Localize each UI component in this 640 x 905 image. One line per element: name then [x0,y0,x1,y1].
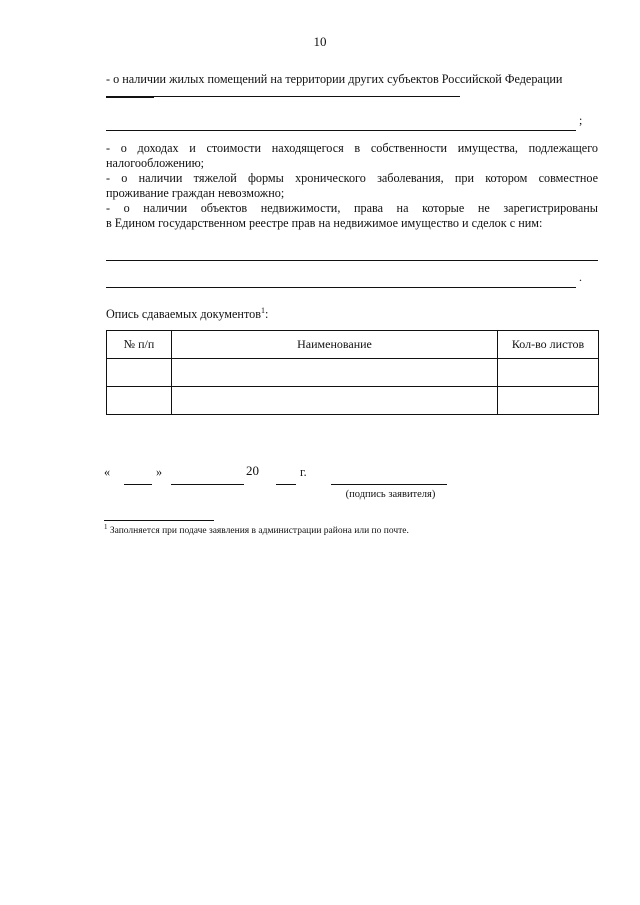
inventory-title: Опись сдаваемых документов$^1$: [106,305,269,321]
year-suffix: г. [300,465,307,479]
table-cell[interactable] [107,359,172,387]
fill-line-short-bold [106,96,154,98]
footnote [104,522,409,536]
col-header-name: Наименование [172,331,498,359]
inventory-table [106,330,599,415]
fill-line-3[interactable] [106,260,598,261]
col-header-number: № п/п [107,331,172,359]
fill-line-1[interactable] [154,96,460,97]
year-prefix: 20 [246,463,259,478]
signature-line[interactable] [331,484,447,485]
period: . [579,270,582,284]
footnote-separator [104,520,214,521]
income-property-text-2: налогообложению; [106,156,205,170]
month-line[interactable] [171,484,244,485]
table-cell[interactable] [498,387,599,415]
footnote-marker: 1 [104,522,108,531]
table-cell[interactable] [107,387,172,415]
signature-caption: (подпись заявителя) [345,489,436,500]
semicolon: ; [579,113,583,127]
chronic-disease-text-2: проживание граждан невозможно; [106,186,285,200]
footnote-ref: 1 [260,305,265,315]
unregistered-property-text-2: в Едином государственном реестре прав на недвижимое имущество и сделок с ним: [106,216,543,230]
income-property-text-1: - о доходах и стоимости находящегося в собственности имущества, подлежащего [106,141,598,155]
table-row [107,359,599,387]
fill-line-2[interactable] [106,130,576,131]
fill-line-4[interactable] [106,287,576,288]
table-cell[interactable] [172,359,498,387]
footnote-text: Заполняется при подаче заявления в администрации района или по почте. [109,526,409,536]
housing-other-regions-text: - о наличии жилых помещений на территории других субъектов Российской Федерации [106,72,563,86]
open-quote: « [104,465,111,479]
chronic-disease-text-1: - о наличии тяжелой формы хронического заболевания, при котором совместное [106,171,598,185]
year-line[interactable] [276,484,296,485]
table-cell[interactable] [172,387,498,415]
table-header-row [107,331,599,359]
table-row [107,387,599,415]
page-number: 10 [313,34,327,49]
col-header-sheets: Кол-во листов [498,331,599,359]
day-line[interactable] [124,484,152,485]
unregistered-property-text-1: - о наличии объектов недвижимости, права на которые не зарегистрированы [106,201,598,215]
table-cell[interactable] [498,359,599,387]
close-quote: » [156,465,163,479]
